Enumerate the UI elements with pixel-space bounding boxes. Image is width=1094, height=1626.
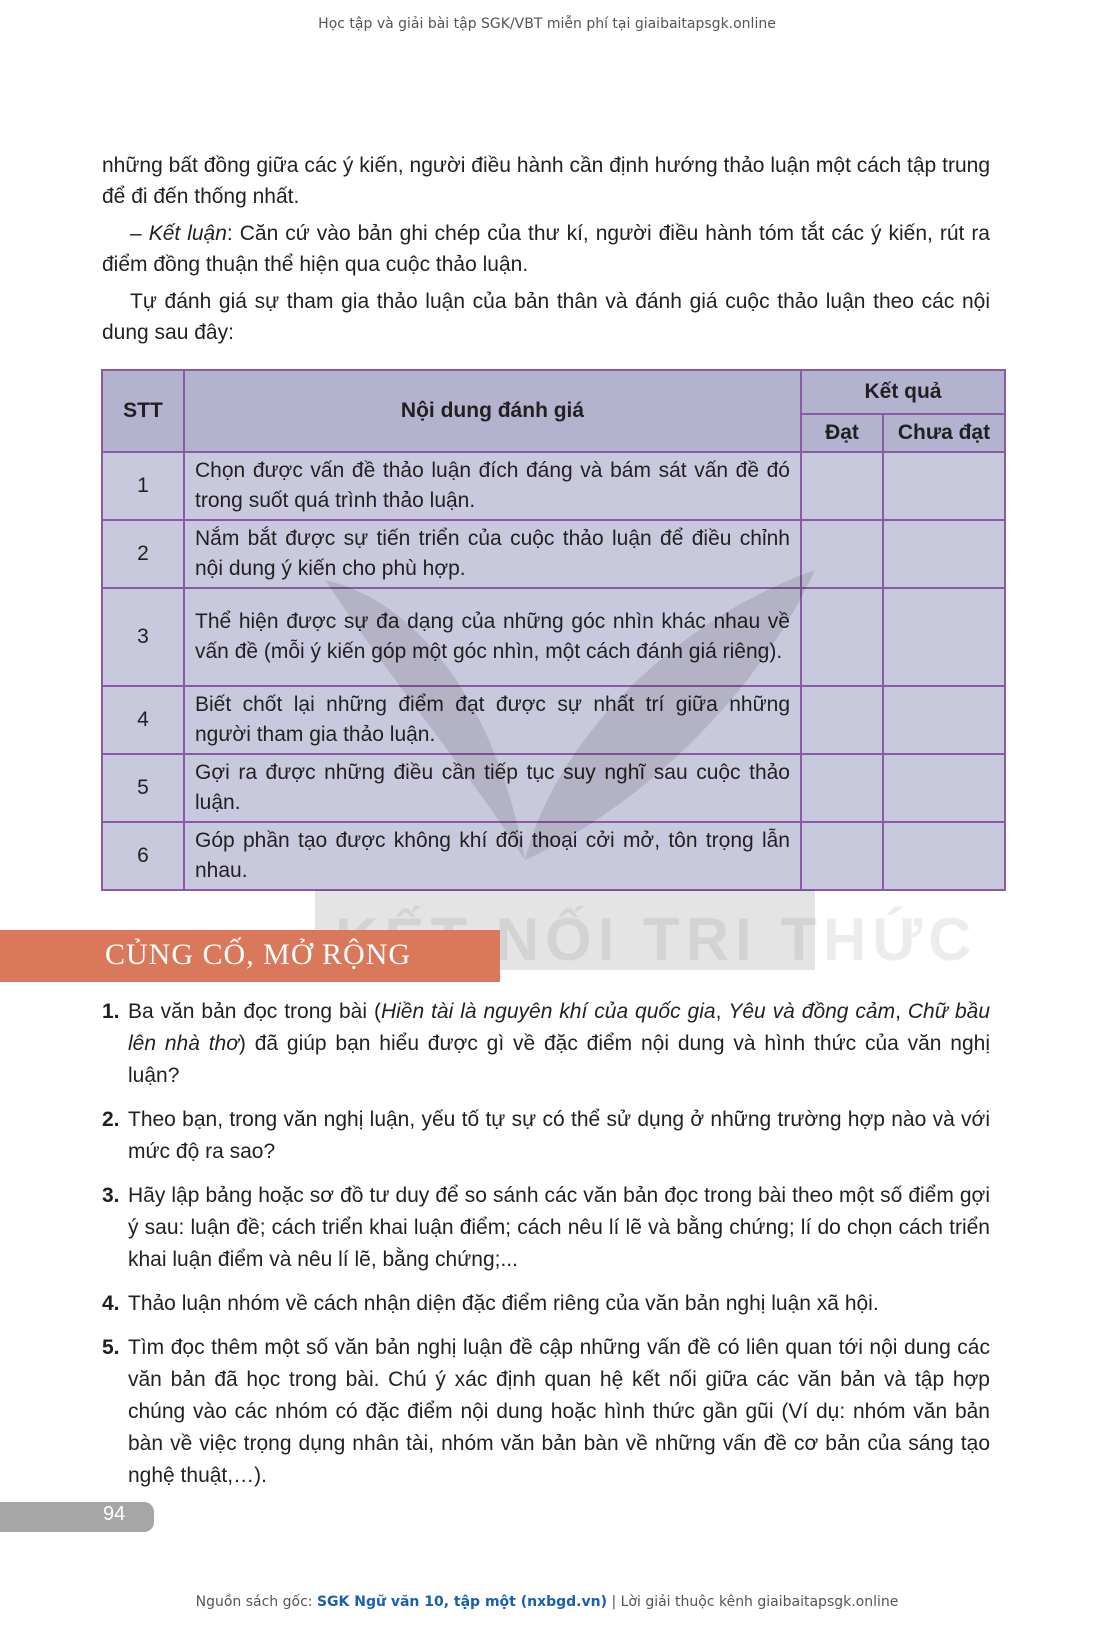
question-number: 5. (102, 1336, 120, 1359)
intro-paragraph-1: những bất đồng giữa các ý kiến, người điều hành cần định hướng thảo luận một cách tập trung để đi đến thống nhất. (102, 154, 990, 208)
intro-section (102, 150, 990, 354)
pass-cell[interactable] (801, 520, 883, 588)
work-title: Yêu và đồng cảm (728, 1000, 896, 1023)
question-1 (102, 996, 990, 1092)
intro-paragraph-2 (102, 218, 990, 280)
intro-paragraph-3: Tự đánh giá sự tham gia thảo luận của bản thân và đánh giá cuộc thảo luận theo các nội dung sau đây: (102, 290, 990, 344)
row-number: 3 (102, 588, 184, 686)
table-row (102, 822, 1005, 890)
row-text: Chọn được vấn đề thảo luận đích đáng và bám sát vấn đề đó trong suốt quá trình thảo luận. (184, 452, 801, 520)
fail-cell[interactable] (883, 822, 1005, 890)
top-banner: Học tập và giải bài tập SGK/VBT miễn phí tại giaibaitapsgk.online (318, 16, 776, 32)
fail-cell[interactable] (883, 686, 1005, 754)
table-row (102, 452, 1005, 520)
page-number-tab (0, 1502, 154, 1532)
row-number: 2 (102, 520, 184, 588)
row-number: 5 (102, 754, 184, 822)
dash: – (130, 222, 142, 245)
header-result: Kết quả (801, 370, 1005, 414)
questions-section (102, 996, 990, 1504)
work-title: Chữ bầu lên nhà thơ (128, 1000, 991, 1055)
question-text: Hãy lập bảng hoặc sơ đồ tư duy để so sánh các văn bản đọc trong bài theo một số điểm gợi ý sau: luận đề; cách triển khai luận điểm; cách nêu lí lẽ và bằng chứng; lí do chọn cách triển khai luận điểm và nêu lí lẽ, bằng chứng;... (128, 1184, 990, 1271)
header-stt: STT (102, 370, 184, 452)
question-5 (102, 1332, 990, 1492)
question-2 (102, 1104, 990, 1168)
row-number: 6 (102, 822, 184, 890)
footer-source-link[interactable]: SGK Ngữ văn 10, tập một (nxbgd.vn) (316, 1594, 607, 1610)
table-row (102, 686, 1005, 754)
question-text: Theo bạn, trong văn nghị luận, yếu tố tự sự có thể sử dụng ở những trường hợp nào và với mức độ ra sao? (128, 1108, 990, 1163)
table-row (102, 754, 1005, 822)
fail-cell[interactable] (883, 452, 1005, 520)
question-text: Thảo luận nhóm về cách nhận diện đặc điểm riêng của văn bản nghị luận xã hội. (128, 1292, 879, 1315)
question-number: 3. (102, 1184, 120, 1207)
header-pass: Đạt (801, 414, 883, 452)
page-number: 94 (103, 1503, 126, 1525)
header-content: Nội dung đánh giá (184, 370, 801, 452)
evaluation-table (101, 369, 1006, 891)
header-fail: Chưa đạt (883, 414, 1005, 452)
question-text: Tìm đọc thêm một số văn bản nghị luận đề cập những vấn đề có liên quan tới nội dung các văn bản đã học trong bài. Chú ý xác định quan hệ kết nối giữa các văn bản và tập hợp chúng vào các nhóm có đặc điểm nội dung hoặc hình thức gần gũi (Ví dụ: nhóm văn bản bàn về việc trọng dụng nhân tài, nhóm văn bản bàn về những vấn đề cơ bản của sáng tạo nghệ thuật,…). (128, 1336, 990, 1487)
row-text: Gợi ra được những điều cần tiếp tục suy nghĩ sau cuộc thảo luận. (184, 754, 801, 822)
question-3 (102, 1180, 990, 1276)
question-4 (102, 1288, 990, 1320)
conclusion-text: : Căn cứ vào bản ghi chép của thư kí, người điều hành tóm tắt các ý kiến, rút ra điểm đồng thuận thể hiện qua cuộc thảo luận. (102, 222, 990, 276)
pass-cell[interactable] (801, 754, 883, 822)
row-text: Nắm bắt được sự tiến triển của cuộc thảo luận để điều chỉnh nội dung ý kiến cho phù hợp. (184, 520, 801, 588)
fail-cell[interactable] (883, 754, 1005, 822)
row-number: 4 (102, 686, 184, 754)
footer-suffix: | Lời giải thuộc kênh giaibaitapsgk.online (607, 1594, 899, 1610)
question-text: Ba văn bản đọc trong bài ( (128, 1000, 381, 1023)
section-title: CỦNG CỐ, MỞ RỘNG (105, 938, 412, 971)
question-number: 4. (102, 1292, 120, 1315)
work-title: Hiền tài là nguyên khí của quốc gia (380, 1000, 716, 1023)
pass-cell[interactable] (801, 822, 883, 890)
question-number: 2. (102, 1108, 120, 1131)
fail-cell[interactable] (883, 520, 1005, 588)
footer (0, 1594, 1094, 1610)
conclusion-label: Kết luận (148, 222, 227, 245)
table-row (102, 520, 1005, 588)
question-text: ) đã giúp bạn hiểu được gì về đặc điểm nội dung và hình thức của văn nghị luận? (128, 1032, 990, 1087)
pass-cell[interactable] (801, 452, 883, 520)
footer-prefix: Nguồn sách gốc: (195, 1594, 317, 1610)
row-text: Thể hiện được sự đa dạng của những góc nhìn khác nhau về vấn đề (mỗi ý kiến góp một góc nhìn, một cách đánh giá riêng). (184, 588, 801, 686)
separator: , (895, 1000, 908, 1023)
row-number: 1 (102, 452, 184, 520)
pass-cell[interactable] (801, 686, 883, 754)
row-text: Biết chốt lại những điểm đạt được sự nhất trí giữa những người tham gia thảo luận. (184, 686, 801, 754)
question-number: 1. (102, 1000, 120, 1023)
pass-cell[interactable] (801, 588, 883, 686)
table-row (102, 588, 1005, 686)
row-text: Góp phần tạo được không khí đối thoại cởi mở, tôn trọng lẫn nhau. (184, 822, 801, 890)
separator: , (715, 1000, 729, 1023)
fail-cell[interactable] (883, 588, 1005, 686)
watermark-text: KẾT NỐI TRI THỨC (335, 906, 978, 973)
